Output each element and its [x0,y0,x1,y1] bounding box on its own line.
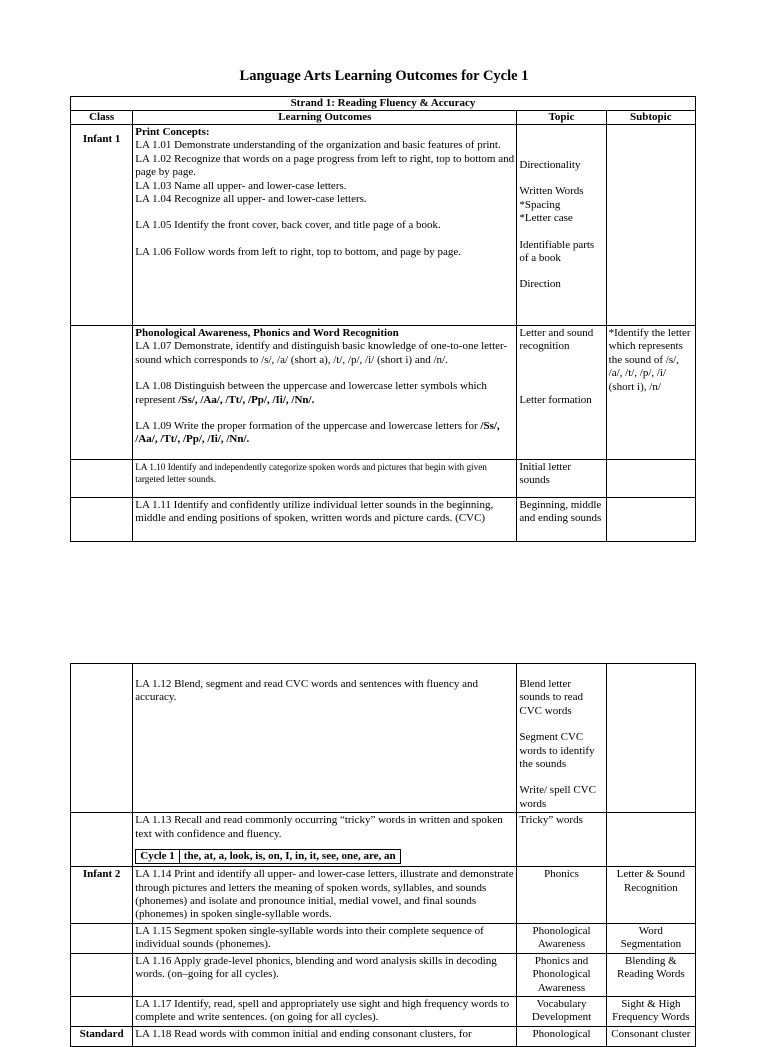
table-row [71,867,696,924]
topic-blend: Blend letter sounds to read CVC words [519,678,583,717]
outcome-la115: LA 1.15 Segment spoken single-syllable words into their complete sequence of individual sounds (phonemes). [133,923,517,953]
topic-positions: Beginning, middle and ending sounds [517,498,606,542]
table-row [71,923,696,953]
table-row [71,664,696,813]
cycle-words: the, at, a, look, is, on, I, in, it, see, one, are, an [183,850,396,863]
cycle-label: Cycle 1 [136,850,180,863]
topic-letter-formation: Letter formation [519,393,592,406]
table-row [71,460,696,498]
table-row [71,953,696,996]
table-row [71,326,696,460]
section-heading: Print Concepts: [135,126,210,138]
class-cell [71,498,133,542]
outcomes-cell [133,813,517,867]
class-cell [71,923,133,953]
topic-phonological: Phonological Awareness [517,923,606,953]
subtopic-cell [606,813,695,867]
outcome-la113: LA 1.13 Recall and read commonly occurring “tricky” words in written and spoken text with confidence and fluency. [135,814,503,840]
outcome-la118: LA 1.18 Read words with common initial and ending consonant clusters, for [133,1026,517,1046]
table-row [71,813,696,867]
subtopic-consonant-cluster: Consonant cluster [606,1026,695,1046]
topic-phonics-phonological: Phonics and Phonological Awareness [517,953,606,996]
subtopic-cell [606,498,695,542]
outcome-la107: LA 1.07 Demonstrate, identify and distinguish basic knowledge of one-to-one letter-sound which corresponds to /s/, /a/ (short a), /t/, /p/, /i/ (short i) and /n/. [135,340,508,366]
outcomes-cell [133,125,517,326]
header-outcomes: Learning Outcomes [133,111,517,125]
page-title: Language Arts Learning Outcomes for Cycle 1 [239,68,529,84]
topic-cell [517,664,606,813]
outcome-la116: LA 1.16 Apply grade-level phonics, blending and word analysis skills in decoding words. (on–going for all cycles). [133,953,517,996]
subtopic-blending: Blending & Reading Words [606,953,695,996]
table-row [71,1026,696,1046]
outcome-la102: LA 1.02 Recognize that words on a page progress from left to right, top to bottom and page by page. [135,152,515,179]
topic-book-parts: Identifiable parts of a book [519,238,595,265]
outcome-la110: LA 1.10 Identify and independently categorize spoken words and pictures that begin with given targeted letter sounds. [133,460,517,498]
outcome-la109: LA 1.09 Write the proper formation of the uppercase and lowercase letters for /Ss/, /Aa/, /Tt/, /Pp/, /Ii/, /Nn/. [135,420,500,446]
class-cell [71,813,133,867]
topic-cell [517,326,606,460]
subtopic-cell [606,125,695,326]
class-cell [71,664,133,813]
header-row [71,111,696,125]
topic-write-spell: Write/ spell CVC words [519,784,596,810]
subtopic-segmentation: Word Segmentation [606,923,695,953]
outcome-la101: LA 1.01 Demonstrate understanding of the organization and basic features of print. [135,139,501,152]
subtopic-cell: *Identify the letter which represents the sound of /s/, /a/, /t/, /p/, /i/ (short i), /n/ [606,326,695,460]
outcome-la117: LA 1.17 Identify, read, spell and appropriately use sight and high frequency words to complete and write sentences. (on going for all cycles). [133,996,517,1026]
topic-directionality: Directionality [519,159,581,171]
topic-letter-case: *Letter case [519,212,573,225]
topic-direction: Direction [519,278,561,291]
outcome-la103: LA 1.03 Name all upper- and lower-case letters. [135,179,347,192]
topic-tricky-words: Tricky” words [517,813,606,867]
header-class: Class [71,111,133,125]
outcomes-cell [133,326,517,460]
cycle-word-box [135,849,400,864]
table-row [71,125,696,326]
class-cell [71,460,133,498]
topic-phonological-2: Phonological [517,1026,606,1046]
strand-title: Strand 1: Reading Fluency & Accuracy [71,97,696,111]
header-subtopic: Subtopic [606,111,695,125]
header-topic: Topic [517,111,606,125]
topic-written-words: Written Words [519,185,584,198]
outcome-la114: LA 1.14 Print and identify all upper- and lower-case letters, illustrate and demonstrate through pictures and letters the meaning of spoken words, syllables, and sounds (phonemes) and isolate and pronounce initial, medial vowel, and final sounds (phonemes) in spoken single-syllable words. [133,867,517,924]
outcome-la104: LA 1.04 Recognize all upper- and lower-case letters. [135,193,367,206]
section-heading: Phonological Awareness, Phonics and Word Recognition [135,327,399,339]
outcomes-table-2 [70,663,696,1047]
topic-cell [517,125,606,326]
class-cell [71,996,133,1026]
outcome-la106: LA 1.06 Follow words from left to right, top to bottom, and page by page. [135,245,461,258]
topic-segment: Segment CVC words to identify the sounds [519,731,595,771]
class-cell [71,326,133,460]
class-cell [71,953,133,996]
table-row [71,498,696,542]
class-cell: Infant 2 [71,867,133,924]
topic-vocabulary: Vocabulary Development [517,996,606,1026]
outcomes-table-1 [70,96,696,542]
table-row [71,996,696,1026]
outcome-la112: LA 1.12 Blend, segment and read CVC words and sentences with fluency and accuracy. [133,664,517,813]
class-cell: Infant 1 [71,125,133,326]
topic-spacing: *Spacing [519,198,561,211]
class-cell: Standard [71,1026,133,1046]
subtopic-sight-words: Sight & High Frequency Words [606,996,695,1026]
outcome-la105: LA 1.05 Identify the front cover, back cover, and title page of a book. [135,219,441,232]
subtopic-cell [606,460,695,498]
subtopic-letter-sound: Letter & Sound Recognition [606,867,695,924]
topic-letter-sound: Letter and sound recognition [519,327,594,353]
outcome-la111: LA 1.11 Identify and confidently utilize individual letter sounds in the beginning, middle and ending positions of spoken, written words and picture cards. (CVC) [133,498,517,542]
outcome-la108: LA 1.08 Distinguish between the uppercase and lowercase letter symbols which represent /Ss/, /Aa/, /Tt/, /Pp/, /Ii/, /Nn/. [135,380,487,406]
subtopic-cell [606,664,695,813]
topic-phonics: Phonics [517,867,606,924]
topic-initial-sounds: Initial letter sounds [517,460,606,498]
strand-row [71,97,696,111]
